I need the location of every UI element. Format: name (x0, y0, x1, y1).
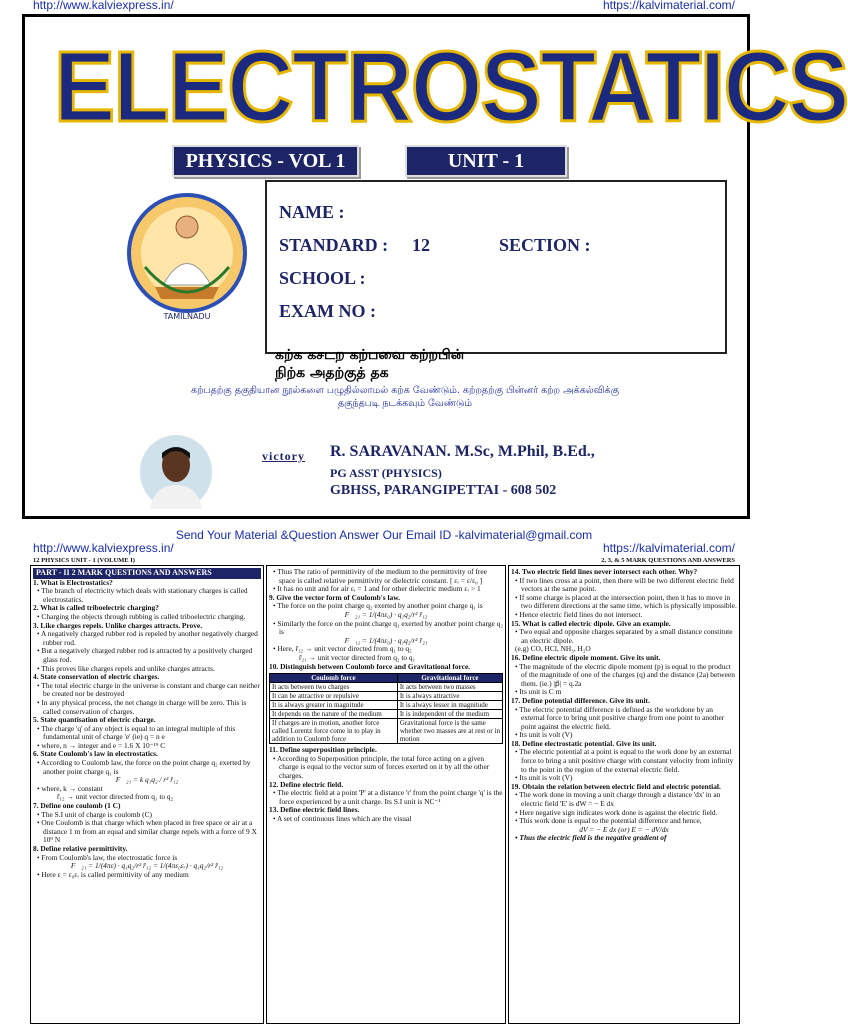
question-12: 12. Define electric field. (269, 779, 344, 789)
kural-meaning-2: தகுந்தபடி நடக்கவும் வேண்டும் (337, 398, 473, 409)
question-13: 13. Define electric field lines. (269, 805, 360, 815)
question-16: 16. Define electric dipole moment. Give its unit. (511, 652, 661, 662)
answer-text: • The electric potential difference is defined as the workdone by an external force to bring unit positive charge from one point to another point against the electric field. (515, 704, 725, 731)
answer-text: • Thus The ratio of permittivity of the medium to the permittivity of free space is called relative permittivity or dielectric constant. [ εᵣ = ε/ε₀ ] (273, 567, 487, 585)
question-7: 7. Define one coulomb (1 C) (33, 801, 121, 811)
coulomb-vector-equation-1: F⃗₂₁ = 1/(4πε₀) · q₁q₂/r² r̂₁₂ (344, 609, 428, 619)
question-17: 17. Define potential difference. Give its unit. (511, 695, 650, 705)
email-notice: Send Your Material &Question Answer Our Email ID -kalvimaterial@gmail.com (175, 528, 593, 542)
table-cell: It depends on the nature of the medium (270, 710, 398, 719)
answer-text: • The S.I unit of charge is coulomb (C) (37, 809, 153, 819)
table-cell: It is always lesser in magnitude (397, 701, 502, 710)
standard-label: STANDARD : (279, 235, 389, 255)
permittivity-equation: F⃗₂₁ = 1/(4πε) · q₁q₂/r² r̂₁₂ = 1/(4πε₀εᵣ) · q₁q₂/r² r̂₁₂ (70, 861, 224, 871)
teacher-name: R. SARAVANAN. M.Sc, M.Phil, B.Ed., (330, 443, 595, 460)
table-cell: It acts between two charges (270, 683, 398, 692)
answer-text: • This work done is equal to the potential difference and hence, (515, 816, 702, 826)
thiruvalluvar-logo (125, 187, 250, 342)
answer-text: • The total electric charge in the universe is constant and charge can neither be created nor be destroyed (37, 680, 260, 699)
answer-text: • But a negatively charged rubber rod is attracted by a positively charged glass rod. (37, 646, 253, 664)
table-row (270, 710, 503, 719)
school-field[interactable]: SCHOOL : (279, 268, 366, 288)
table-row (270, 683, 503, 692)
coulomb-equation: F⃗₂₁ = k q₁q₂ / r² r̂₁₂ (115, 775, 179, 785)
cover-title: ELECTROSTATICS (53, 31, 848, 143)
teacher-school: GBHSS, PARANGIPETTAI - 608 502 (330, 483, 557, 498)
answer-text: • The force on the point charge q₂ exerted by another point charge q₁ is (273, 601, 483, 611)
answer-text: • This proves like charges repels and unlike charges attracts. (37, 663, 215, 673)
cover-panel (22, 14, 848, 519)
answer-text: • A negatively charged rubber rod is repeled by another negatively charged rubber rod. (37, 629, 258, 647)
answer-text: • It has no unit and for air εᵣ = 1 and for other dielectric medium εᵣ > 1 (273, 584, 481, 594)
answer-text: • Thus the electric field is the negative gradient of (515, 833, 667, 843)
column-1 (30, 565, 264, 1024)
answer-text: • Two equal and opposite charges separated by a small distance constitute an electric dipole. (515, 627, 733, 645)
page-header-right: 2, 3, & 5 MARK QUESTIONS AND ANSWERS (601, 557, 735, 564)
answer-text: • The work done in moving a unit charge through a distance 'dx' in an electric field 'E' is dW = − E dx (515, 790, 721, 809)
answer-text: • Its unit is C m (515, 687, 562, 697)
table-cell: It is always greater in magnitude (270, 701, 398, 710)
question-14: 14. Two electric field lines never intersect each other. Why? (511, 567, 698, 576)
question-3: 3. Like charges repels. Unlike charges attracts. Prove. (33, 620, 203, 630)
table-header-gravitational: Gravitational force (397, 674, 502, 683)
name-field[interactable]: NAME : (279, 202, 345, 222)
victory-label: victory (262, 449, 305, 463)
table-cell: Gravitational force is the same whether two masses are at rest or in motion (397, 719, 502, 744)
question-4: 4. State conservation of electric charges. (33, 672, 160, 682)
question-19: 19. Obtain the relation between electric field and electric potential. (511, 781, 721, 791)
kural-line-1: கற்க கசடற கற்பவை கற்றபின் (275, 347, 465, 363)
answer-text: • One Coulomb is that charge which when placed in free space or air at a distance 1 m from an equal and similar charge repels with a force of 9 X 10⁹ N (37, 818, 257, 845)
part-title: PART - II 2 MARK QUESTIONS AND ANSWERS (33, 568, 261, 579)
answer-text: • Hence electric field lines do not intersect. (515, 609, 643, 619)
page-header-left: 12 PHYSICS UNIT - 1 (VOLUME I) (33, 557, 135, 564)
question-6: 6. State Coulomb's law in electrostatics. (33, 749, 158, 759)
answer-text: • where, n → integer and e = 1.6 X 10⁻¹⁹ C (37, 740, 166, 750)
answer-text: • The branch of electricity which deals with stationary charges is called electrostatics. (37, 586, 248, 604)
section-field[interactable]: SECTION : (499, 235, 591, 255)
table-cell: It is independent of the medium (397, 710, 502, 719)
question-11: 11. Define superposition principle. (269, 745, 377, 755)
table-row (270, 701, 503, 710)
top-right-url[interactable]: https://kalvimaterial.com/ (602, 0, 735, 12)
coulomb-vector-equation-2: F⃗₁₂ = 1/(4πε₀) · q₁q₂/r² r̂₂₁ (344, 635, 428, 645)
table-row (270, 719, 503, 744)
field-potential-equation: dV = − E dx (or) E = − dV/dx (579, 824, 669, 834)
answer-text: • Here negative sign indicates work done is against the electric field. (515, 807, 718, 817)
second-left-url[interactable]: http://www.kalviexpress.in/ (33, 541, 174, 555)
answer-text: • Similarly the force on the point charge q₁ exerted by another point charge q₂ is (273, 618, 503, 637)
question-15: 15. What is called electric dipole. Give an example. (511, 618, 671, 628)
second-right-url[interactable]: https://kalvimaterial.com/ (602, 541, 735, 555)
teacher-post: PG ASST (PHYSICS) (330, 466, 442, 480)
answer-text: r̂₂₁ → unit vector directed from q₂ to q₁ (299, 652, 416, 662)
comparison-table (269, 673, 503, 744)
answer-text: • From Coulomb's law, the electrostatic force is (37, 852, 178, 862)
answer-text: • A set of continuous lines which are the visual (273, 813, 412, 823)
answer-text: • The magnitude of the electric dipole moment (p) is equal to the product of the magnitude of one of the charges (q) and the distance (2a) between them. (ie.) |p⃗| = q.2a (515, 661, 735, 688)
table-cell: It acts between two masses (397, 683, 502, 692)
table-header-coulomb: Coulomb force (270, 674, 398, 683)
question-18: 18. Define electrostatic potential. Give its unit. (511, 738, 657, 748)
answer-text: • The charge 'q' of any object is equal to an integral multiple of this fundamental unit of charge 'e' (ie) q = n e (37, 723, 236, 742)
question-10: 10. Distinguish between Coulomb force and Gravitational force. (269, 661, 471, 671)
subject-banner: PHYSICS - VOL 1 (172, 145, 359, 177)
question-8: 8. Define relative permittivity. (33, 844, 128, 853)
answer-text: • Charging the objects through rubbing is called triboelectric charging. (37, 611, 246, 621)
table-cell: It can be attractive or repulsive (270, 692, 398, 701)
answer-text: • According to Coulomb law, the force on the point charge q₂ exerted by another point charge q₁ is (37, 758, 251, 776)
table-cell: It is always attractive (397, 692, 502, 701)
answer-text: • Its unit is volt (V) (515, 773, 573, 783)
student-info-box (265, 180, 727, 354)
question-2: 2. What is called triboelectric charging? (33, 603, 159, 613)
answer-text: • where, k → constant (37, 783, 103, 793)
question-5: 5. State quantisation of electric charge. (33, 715, 156, 725)
kural-meaning-1: கற்பதற்கு தகுதியான நூல்களை பழுதில்லாமல் கற்க வேண்டும். கற்றதற்கு பின்னர் கற்ற அக்கல்விக்கு (191, 385, 619, 396)
column-2 (266, 565, 506, 1024)
answer-text: (e.g) CO, HCl, NH₃, H₂O (515, 644, 591, 654)
answer-text: • According to Superposition principle, the total force acting on a given charge is equal to the vector sum of forces exerted on it by all the other charges. (273, 753, 490, 780)
kural-line-2: நிற்க அதற்குத் தக (275, 365, 389, 381)
answer-text: • If two lines cross at a point, then there will be two different electric field vectors at the same point. (515, 575, 734, 594)
answer-text: • The electric field at a point 'P' at a distance 'r' from the point charge 'q' is the force experienced by a unit charge. Its S.I unit is NC⁻¹ (273, 788, 503, 806)
question-1: 1. What is Electrostatics? (33, 577, 113, 587)
answer-text: • If some charge is placed at the intersection point, then it has to move in two different directions at the same time, which is physically impossible. (515, 592, 737, 611)
table-row (270, 692, 503, 701)
top-left-url[interactable]: http://www.kalviexpress.in/ (33, 0, 174, 12)
unit-banner: UNIT - 1 (405, 145, 567, 177)
standard-value: 12 (412, 235, 430, 255)
answer-text: • Its unit is volt (V) (515, 730, 573, 740)
answer-text: • The electric potential at a point is equal to the work done by an external force to bring a unit positive charge with constant velocity from infinity to the point in the region of the external electric field. (515, 747, 734, 774)
column-3 (508, 565, 740, 1024)
teacher-photo (140, 435, 212, 509)
examno-field[interactable]: EXAM NO : (279, 301, 376, 321)
answer-text: • Here ε = ε₀εᵣ is called permittivity of any medium (37, 869, 189, 879)
table-cell: If charges are in motion, another force called Lorentz force come in to play in addition to Coulomb force (270, 719, 398, 744)
question-9: 9. Give the vector form of Coulomb's law. (269, 592, 401, 602)
logo-caption: TAMILNADU (163, 312, 211, 321)
answer-text: r̂₁₂ → unit vector directed from q₁ to q₂ (57, 792, 174, 802)
answer-text: • In any physical process, the net change in charge will be zero. This is called conservation of charges. (37, 697, 247, 716)
answer-text: • Here, r̂₁₂ → unit vector directed from q₁ to q₂ (273, 644, 412, 654)
